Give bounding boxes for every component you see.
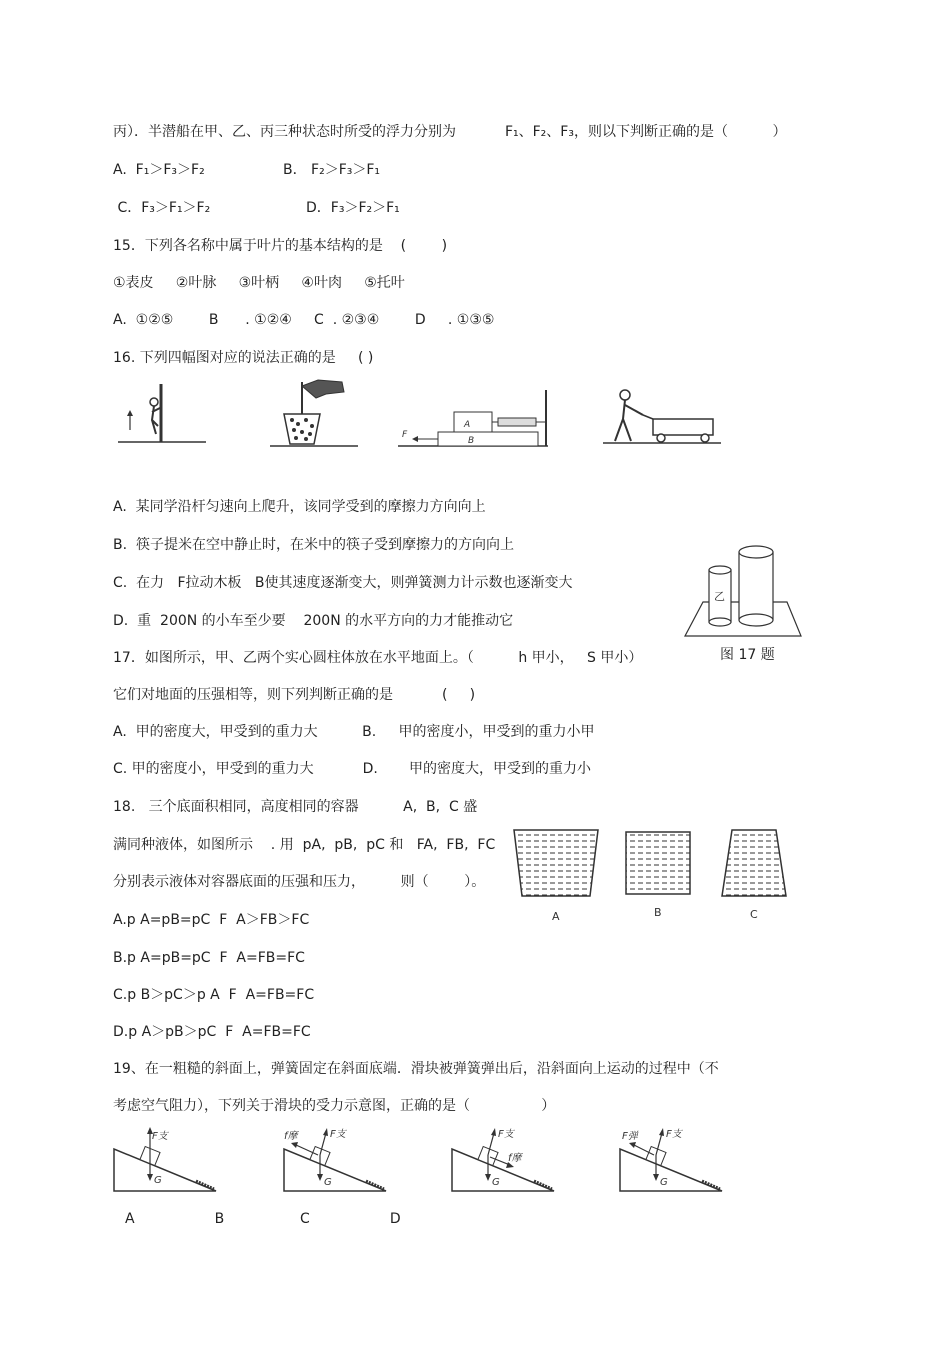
q15-items: ①表皮 ②叶脉 ③叶柄 ④叶肉 ⑤托叶 xyxy=(113,275,405,291)
board-b-label: B xyxy=(468,436,475,446)
q14-option-b: B． F₂＞F₃＞F₁ xyxy=(283,162,381,178)
q18-stem-3: 分别表示液体对容器底面的压强和压力， 则（ ）。 xyxy=(113,874,486,890)
q19-stem: 19、在一粗糙的斜面上，弹簧固定在斜面底端．滑块被弹簧弹出后，沿斜面向上运动的过程中（不 xyxy=(113,1061,719,1077)
fig18-containers xyxy=(510,826,800,926)
d-support-label: F支 xyxy=(666,1129,682,1140)
q17-stem-2: 它们对地面的压强相等，则下列判断正确的是 ( ) xyxy=(113,687,476,703)
q16-figure-climbing xyxy=(118,380,208,450)
container-c-label: C xyxy=(750,908,758,921)
q15-options: A. ①②⑤ B . ①②④ C . ②③④ D . ①③⑤ xyxy=(113,312,495,328)
q19-figure-d xyxy=(618,1125,728,1195)
q16-figure-chopstick-rice xyxy=(270,378,360,450)
q17-stem: 17．如图所示，甲、乙两个实心圆柱体放在水平地面上。（ h 甲小， S 甲小） xyxy=(113,650,643,666)
d-spring-label: F弹 xyxy=(622,1131,638,1142)
q18-option-d: D.p A＞pB＞pC F A=FB=FC xyxy=(113,1024,311,1040)
fig17-cylinders xyxy=(683,540,803,640)
q16-stem: 16. 下列四幅图对应的说法正确的是 ( ) xyxy=(113,350,374,366)
q18-stem-2: 满同种液体，如图所示 . 用 pA, pB, pC 和 FA, FB, FC xyxy=(113,837,496,853)
q16-option-a: A. 某同学沿杆匀速向上爬升，该同学受到的摩擦力方向向上 xyxy=(113,499,486,515)
force-f-label: F xyxy=(402,430,408,440)
q18-stem: 18. 三个底面积相同，高度相同的容器 A, B, C 盛 xyxy=(113,799,478,815)
a-gravity-label: G xyxy=(154,1175,162,1186)
q15-stem: 15．下列各名称中属于叶片的基本结构的是 ( ) xyxy=(113,238,448,254)
c-support-label: F支 xyxy=(498,1129,514,1140)
q16-option-b: B. 筷子提米在空中静止时，在米中的筷子受到摩擦力的方向向上 xyxy=(113,537,514,553)
q17-options-ab: A. 甲的密度大，甲受到的重力大 B. 甲的密度小，甲受到的重力小甲 xyxy=(113,724,595,740)
q14-option-d: D．F₃＞F₂＞F₁ xyxy=(306,200,400,216)
cylinder-yi-label: 乙 xyxy=(714,590,725,603)
b-gravity-label: G xyxy=(324,1177,332,1188)
q18-option-a: A.p A=pB=pC F A＞FB＞FC xyxy=(113,912,310,928)
q19-figure-b xyxy=(282,1125,392,1195)
c-gravity-label: G xyxy=(492,1177,500,1188)
q14-stem: 丙）．半潜船在甲、乙、丙三种状态时所受的浮力分别为 F₁、F₂、F₃，则以下判断正确的是（ ） xyxy=(113,124,787,140)
q19-figure-a xyxy=(112,1125,222,1195)
c-friction-label: f摩 xyxy=(508,1153,522,1164)
q18-option-c: C.p B＞pC＞p A F A=FB=FC xyxy=(113,987,315,1003)
q16-figure-spring-scale-board xyxy=(398,390,558,450)
q16-option-c: C. 在力 F拉动木板 B使其速度逐渐变大，则弹簧测力计示数也逐渐变大 xyxy=(113,575,573,591)
q18-option-b: B.p A=pB=pC F A=FB=FC xyxy=(113,950,305,966)
container-b-label: B xyxy=(654,906,662,919)
a-support-label: F支 xyxy=(152,1131,168,1142)
q17-options-cd: C. 甲的密度小，甲受到的重力大 D. 甲的密度大，甲受到的重力小 xyxy=(113,761,592,777)
q16-option-d: D. 重 200N 的小车至少要 200N 的水平方向的力才能推动它 xyxy=(113,613,514,629)
q14-option-a: A. F₁＞F₃＞F₂ xyxy=(113,162,205,178)
container-a-label: A xyxy=(552,910,560,923)
b-friction-label: f摩 xyxy=(284,1131,298,1142)
fig17-caption: 图 17 题 xyxy=(720,647,775,663)
q19-option-labels: A B C D xyxy=(125,1211,401,1227)
q19-stem-2: 考虑空气阻力），下列关于滑块的受力示意图，正确的是（ ） xyxy=(113,1098,556,1114)
q19-figure-c xyxy=(450,1125,560,1195)
b-support-label: F支 xyxy=(330,1129,346,1140)
d-gravity-label: G xyxy=(660,1177,668,1188)
q14-option-c: C．F₃＞F₁＞F₂ xyxy=(113,200,211,216)
block-a-label: A xyxy=(464,420,471,430)
q16-figure-pushing-cart xyxy=(603,385,723,447)
